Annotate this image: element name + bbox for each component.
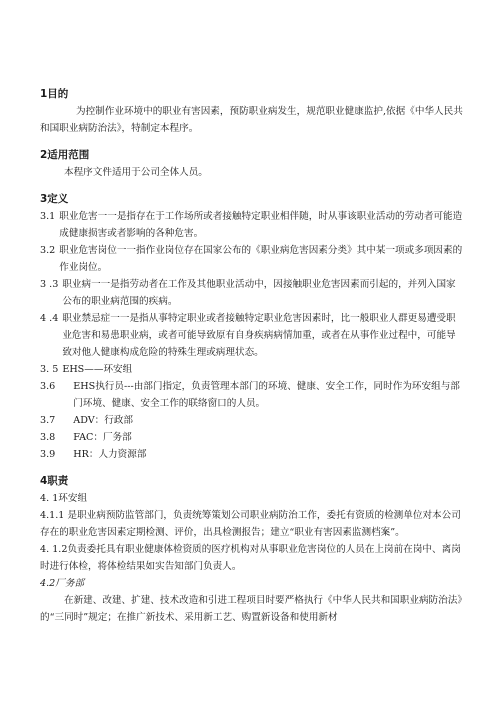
subsection-facility-title: 4.2厂务部 [40,578,85,589]
definition-number: 3.9 [40,449,56,460]
clause-text: 负责委托具有职业健康体检资质的医疗机构对从事职业危害岗位的人员在上岗前在岗中、离岗时进行体检，将体检结果如实告知部门负责人。 [40,544,461,572]
definition-item [40,378,464,412]
responsibility-4-1-2 [40,541,464,575]
definition-item [40,242,464,276]
definition-number: 3. 5 [40,364,59,375]
definition-number: 3 .3 [40,279,59,290]
section-title-responsibilities: 4职责 [40,475,69,487]
clause-text: 是职业病预防监管部门，负责统筹策划公司职业病防治工作，委托有资质的检测单位对本公司存在的职业危害因素定期检测、评价，出具检测报告；建立“职业有害因素监测档案”。 [40,510,461,538]
definition-item [40,412,464,429]
definition-number: 3.8 [40,432,56,443]
definition-number: 4 .4 [40,313,59,324]
definition-item [40,208,464,242]
definition-text: FAC：厂务部 [73,432,132,443]
definition-text: HR：人力资源部 [73,449,147,460]
purpose-body: 为控制作业环境中的职业有害因素，预防职业病发生，规范职业健康监护,依据《中华人民共和国职业病防治法》，特制定本程序。 [40,106,463,134]
section-title-purpose: 1目的 [40,88,69,100]
definition-item [40,310,464,361]
definition-text: 职业危害一一是指存在于工作场所或者接触特定职业相伴随，时从事该职业活动的劳动者可能造成健康损害或者影响的各种危害。 [59,211,463,239]
definition-item [40,276,464,310]
definition-text: EHS——环安组 [62,364,133,375]
clause-number: 4. 1.2 [40,544,68,555]
subsection-ehs-title: 4. 1环安组 [40,493,88,504]
facility-body: 在新建、改建、扩建、技术改造和引进工程项目时要严格执行《中华人民共和国职业病防治法》的“三同时”规定；在推广新技术、采用新工艺、购置新设备和使用新材 [40,595,463,623]
definition-item [40,429,464,446]
clause-number: 4.1.1 [40,510,65,521]
definition-text: EHS执行员---由部门指定，负责管理本部门的环境、健康、安全工作，同时作为环安组与部门环境、健康、安全工作的联络窗口的人员。 [73,381,460,409]
definition-number: 3.1 [40,211,56,222]
definition-item [40,446,464,463]
scope-body: 本程序文件适用于公司全体人员。 [64,167,208,178]
definition-text: 职业禁忌症一一是指从事特定职业或者接触特定职业危害因素时，比一般职业人群更易遭受职业危害和易患职业病，或者可能导致原有自身疾病病情加重，或者在从事作业过程中，可能导致对他人健康构成危险的特殊生理或病理状态。 [62,313,456,358]
document-content [40,86,464,626]
definition-number: 3.6 [40,381,56,392]
section-title-definitions: 3定义 [40,193,69,205]
definition-number: 3.7 [40,415,56,426]
definition-number: 3.2 [40,245,56,256]
responsibility-4-1-1 [40,507,464,541]
definition-text: 职业病一一是指劳动者在工作及其他职业活动中，因接触职业危害因素而引起的，并列入国家公布的职业病范围的疾病。 [62,279,456,307]
definition-text: ADV：行政部 [73,415,134,426]
definition-item [40,361,464,378]
definition-text: 职业危害岗位一一指作业岗位存在国家公布的《职业病危害因素分类》其中某一项或多项因素的作业岗位。 [59,245,463,273]
section-title-scope: 2适用范围 [40,149,90,161]
